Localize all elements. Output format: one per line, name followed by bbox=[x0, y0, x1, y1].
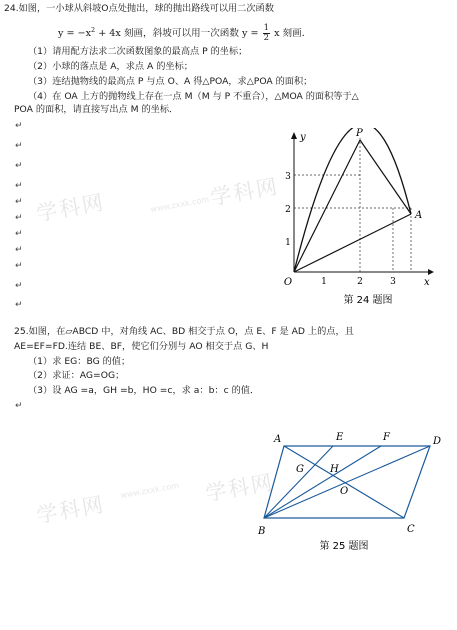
formula-exponent: 2 bbox=[91, 25, 96, 34]
q24-part3: （3）连结抛物线的最高点 P 与点 O、A 得△POA，求△POA 的面积； bbox=[28, 76, 313, 87]
label-c: C bbox=[407, 524, 415, 535]
watermark-text: 学科网 bbox=[34, 492, 107, 528]
label-p: P bbox=[356, 128, 363, 139]
label-y-axis: y bbox=[300, 132, 306, 143]
watermark-text: 学科网 bbox=[34, 190, 107, 226]
paragraph-mark: ↵ bbox=[15, 141, 23, 151]
q24-part4: （4）在 OA 上方的抛物线上存在一点 M（M 与 P 不重合），△MOA 的面积等于△ bbox=[28, 91, 359, 102]
label-f: F bbox=[383, 432, 390, 443]
watermark-url: www.zxxk.com bbox=[149, 194, 210, 215]
tick-y-3: 3 bbox=[285, 172, 291, 182]
label-h: H bbox=[330, 464, 339, 475]
paragraph-mark: ↵ bbox=[15, 229, 23, 239]
diagonal-bd bbox=[264, 446, 430, 518]
paragraph-mark: ↵ bbox=[15, 281, 23, 291]
fraction-numerator: 1 bbox=[263, 23, 270, 33]
q24-part2: （2）小球的落点是 A，求点 A 的坐标； bbox=[28, 61, 193, 72]
formula-linear: x 刻画． bbox=[274, 28, 312, 39]
q25-part1: （1）求 EG：BG 的值； bbox=[28, 356, 131, 367]
paragraph-mark: ↵ bbox=[15, 197, 23, 207]
line-pa bbox=[360, 140, 411, 214]
label-o: O bbox=[340, 486, 349, 497]
figure-24-caption: 第 24 题图 bbox=[343, 295, 393, 306]
paragraph-mark: ↵ bbox=[15, 213, 23, 223]
label-a: A bbox=[415, 210, 423, 221]
x-axis-arrow bbox=[428, 269, 434, 275]
figure-25 bbox=[252, 428, 452, 553]
label-g: G bbox=[296, 464, 304, 475]
tick-x-1: 1 bbox=[321, 277, 327, 287]
watermark-url: www.zxxk.com bbox=[119, 480, 180, 501]
paragraph-mark: ↵ bbox=[15, 121, 23, 131]
diagonal-ac bbox=[284, 446, 404, 518]
fraction-denominator: 2 bbox=[263, 33, 270, 43]
q25-stem: 25.如图，在▱ABCD 中，对角线 AC、BD 相交于点 O，点 E、F 是 AD 上的点，且 bbox=[14, 326, 354, 337]
watermark-text: 学科网 bbox=[208, 174, 281, 210]
watermark-text: 学科网 bbox=[203, 470, 276, 506]
paragraph-mark: ↵ bbox=[15, 300, 23, 310]
label-b: B bbox=[258, 526, 266, 537]
label-x-axis: x bbox=[424, 277, 430, 288]
label-a: A bbox=[274, 434, 282, 445]
q24-stem: 24.如图，一小球从斜坡O点处抛出，球的抛出路线可以用二次函数 bbox=[4, 3, 274, 14]
q25-part3: （3）设 AG =a，GH =b，HO =c，求 a：b：c 的值． bbox=[28, 385, 260, 396]
y-axis-arrow bbox=[291, 132, 297, 139]
label-e: E bbox=[336, 432, 344, 443]
q24-formula bbox=[58, 24, 311, 43]
q24-part4-cont: POA 的面积，请直接写出点 M 的坐标． bbox=[14, 104, 179, 115]
tick-y-1: 1 bbox=[285, 238, 291, 248]
q25-stem-cont: AE=EF=FD.连结 BE、BF，使它们分别与 AO 相交于点 G、H bbox=[14, 341, 269, 352]
paragraph-mark: ↵ bbox=[15, 261, 23, 271]
q25-part2: （2）求证：AG=OG； bbox=[28, 370, 125, 381]
parabola bbox=[294, 128, 411, 272]
paragraph-mark: ↵ bbox=[15, 161, 23, 171]
tick-x-3: 3 bbox=[390, 277, 396, 287]
line-oa bbox=[294, 214, 411, 272]
formula-quadratic: y = −x bbox=[58, 28, 92, 39]
label-origin: O bbox=[283, 277, 293, 288]
tick-y-2: 2 bbox=[285, 205, 291, 215]
paragraph-mark: ↵ bbox=[15, 181, 23, 191]
figure-24 bbox=[282, 128, 442, 308]
q24-part1: （1）请用配方法求二次函数图象的最高点 P 的坐标； bbox=[28, 46, 248, 57]
figure-25-caption: 第 25 题图 bbox=[319, 541, 369, 552]
paragraph-mark: ↵ bbox=[15, 245, 23, 255]
tick-x-2: 2 bbox=[357, 277, 363, 287]
formula-fraction bbox=[263, 24, 270, 43]
label-d: D bbox=[433, 436, 442, 447]
line-op bbox=[294, 140, 360, 272]
formula-mid: + 4x 刻画，斜坡可以用一次函数 y = bbox=[95, 28, 259, 39]
paragraph-mark: ↵ bbox=[15, 401, 23, 411]
